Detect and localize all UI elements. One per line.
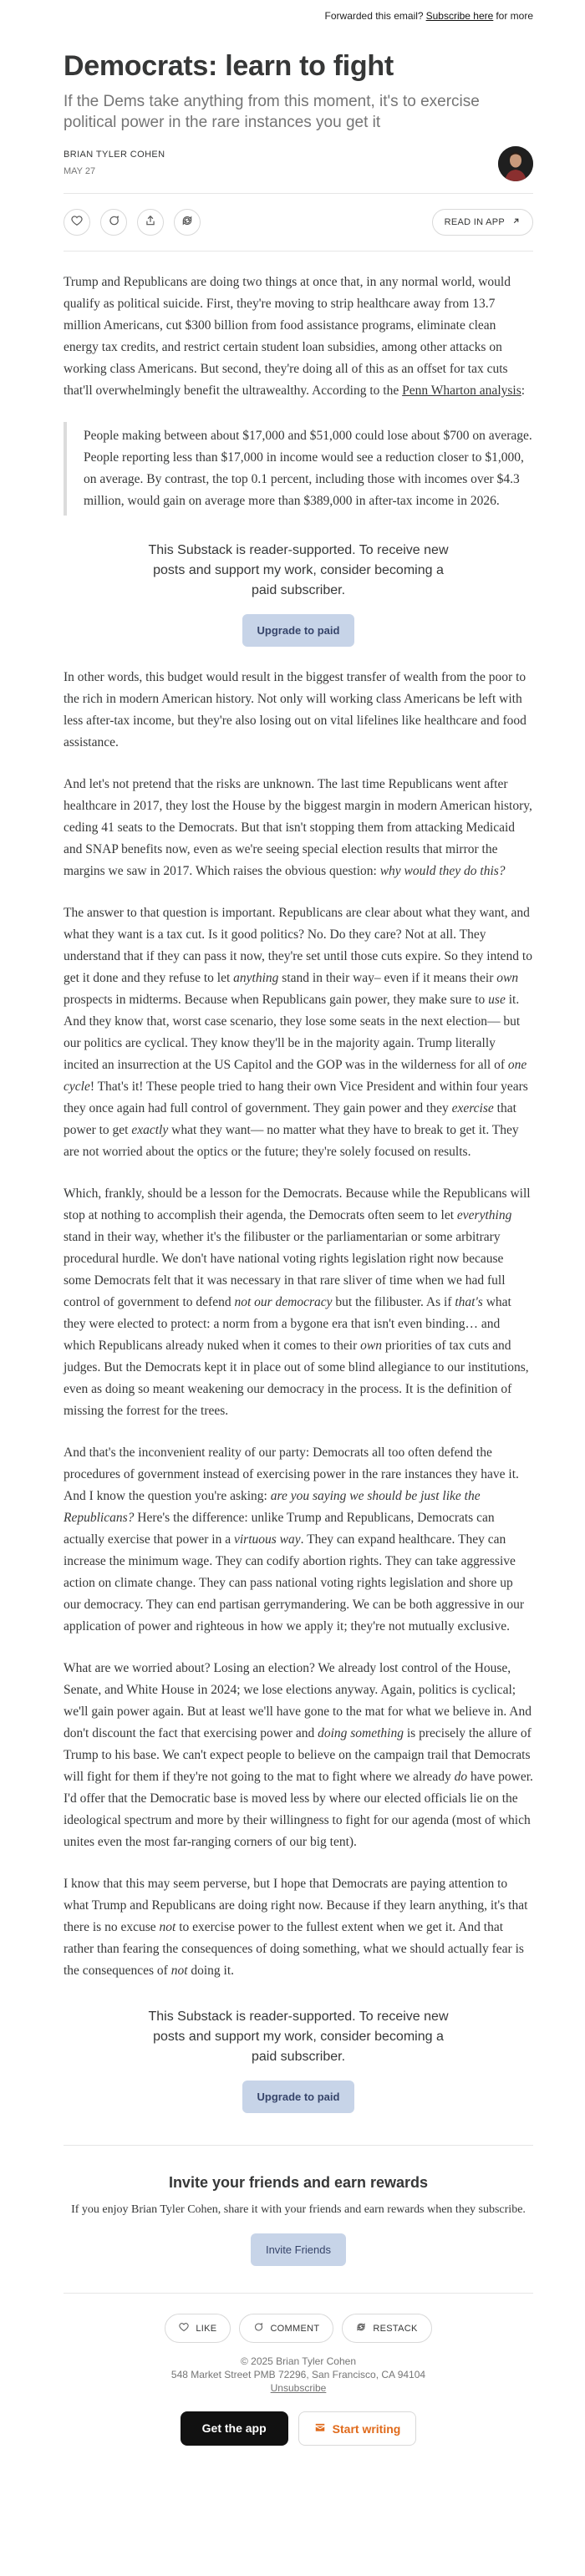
- forward-suffix: for more: [496, 10, 533, 22]
- unsubscribe-link[interactable]: Unsubscribe: [270, 2382, 327, 2394]
- heart-icon: [71, 215, 83, 231]
- comment-icon: [253, 2322, 263, 2335]
- heart-icon: [179, 2322, 189, 2335]
- forward-prefix: Forwarded this email?: [324, 10, 424, 22]
- upgrade-to-paid-button-bottom[interactable]: Upgrade to paid: [242, 2081, 355, 2113]
- cta-text: This Substack is reader-supported. To receive new posts and support my work, consider becoming a paid subscriber.: [148, 543, 449, 597]
- comment-icon: [108, 215, 120, 231]
- pen-icon: [314, 2421, 326, 2436]
- action-bar: [64, 206, 533, 239]
- avatar[interactable]: [498, 146, 533, 181]
- blockquote: [64, 422, 533, 516]
- footer-restack-button[interactable]: [342, 2314, 431, 2343]
- address: 548 Market Street PMB 72296, San Francisco, CA 94104: [170, 2369, 426, 2380]
- cta-text-bottom: This Substack is reader-supported. To receive new posts and support my work, consider becoming a paid subscriber.: [148, 2009, 449, 2064]
- upgrade-to-paid-button[interactable]: Upgrade to paid: [242, 614, 355, 647]
- footer-divider: [64, 2293, 533, 2294]
- restack-button[interactable]: [174, 209, 201, 236]
- invite-friends-button[interactable]: Invite Friends: [251, 2233, 346, 2266]
- read-in-app-label: READ IN APP: [444, 217, 505, 227]
- post-title[interactable]: Democrats: learn to fight: [64, 50, 394, 82]
- comment-button[interactable]: [100, 209, 127, 236]
- footer-like-button[interactable]: [165, 2314, 231, 2343]
- post-body: [64, 272, 533, 2133]
- paragraph-6: And that's the inconvenient reality of our party: Democrats all too often defend the procedures of government instead of exercising power in the rare instances they have it. And I know the question you're asking: are you saying we should be just like the Republicans? Here's the difference: unlike Trump and Republicans, Democrats can actually exercise that power in a virtuous way. They can expand healthcare. They can increase the minimum wage. They can codify abortion rights. They can take aggressive action on climate change. They can pass national voting rights legislation and shore up our democracy. They can end partisan gerrymandering. We can be both aggressive in our application of power and righteous in how we apply it; they're not mutually exclusive.: [64, 1446, 525, 1633]
- paragraph-4: The answer to that question is important. Republicans are clear about what they want, and what they want is a tax cut. Is it good politics? No. Do they care? Not at all. They understand that if they can pass it now, they're set until those cuts expire. So they intend to get it done and they refuse to let anything stand in their way– even if it means their own prospects in midterms. Because when Republicans gain power, they make sure to use it. And they know that, worst case scenario, they lose some seats in the next election— but our politics are cyclical. They know they'll be in the majority again. Trump literally incited an insurrection at the US Capitol and the GOP was in the wilderness for all of one cycle! That's it! These people tried to hang their own Vice President and within four years they once again had full control of government. They gain power and they exercise that power to get exactly what they want— no matter what they have to break to get it. They are not worried about the optics or the future; they're solely focused on results.: [64, 906, 532, 1159]
- invite-title: Invite your friends and earn rewards: [168, 2174, 429, 2191]
- restack-icon: [356, 2322, 366, 2335]
- arrow-up-right-icon: [511, 216, 521, 228]
- invite-divider: [64, 2145, 533, 2146]
- start-writing-label: Start writing: [332, 2421, 401, 2436]
- subscribe-link[interactable]: Subscribe here: [425, 10, 494, 22]
- legal-info: [64, 2351, 533, 2403]
- subscribe-cta-bottom: [64, 2002, 533, 2133]
- restack-label: RESTACK: [373, 2323, 418, 2334]
- invite-description: If you enjoy Brian Tyler Cohen, share it with your friends and earn rewards when they subscribe.: [71, 2203, 526, 2216]
- like-button[interactable]: [64, 209, 90, 236]
- restack-icon: [181, 215, 193, 231]
- get-the-app-button[interactable]: Get the app: [181, 2411, 288, 2446]
- author-name[interactable]: BRIAN TYLER COHEN: [64, 150, 165, 160]
- copyright: © 2025 Brian Tyler Cohen: [240, 2355, 357, 2367]
- paragraph-2: In other words, this budget would result in the biggest transfer of wealth from the poor to the rich in modern American history. Not only will working class Americans be left with less after-tax income, but they're also losing out on vital lifelines like healthcare and food assistance.: [64, 670, 526, 749]
- action-divider: [64, 251, 533, 252]
- invite-section: [64, 2157, 533, 2281]
- blockquote-text: People making between about $17,000 and $51,000 could lose about $700 on average. People reporting less than $17,000 in income would see a reduction closer to $1,000, on average. By contrast, the top 0.1 percent, including those with incomes over $4.3 million, would gain on average more than $389,000 in after-tax income in 2026.: [84, 429, 532, 508]
- start-writing-button[interactable]: [298, 2411, 417, 2446]
- penn-wharton-link[interactable]: Penn Wharton analysis: [402, 384, 521, 398]
- app-buttons: [64, 2403, 533, 2452]
- subscribe-cta-top: [64, 536, 533, 667]
- footer-actions: [64, 2305, 533, 2351]
- paragraph-1: Trump and Republicans are doing two things at once that, in any normal world, would qualify as political suicide. First, they're moving to strip healthcare away from 13.7 million Americans, cut $300 billion from food assistance programs, eliminate clean energy tax credits, and restrict certain student loan subsidies, among other attacks on working class Americans. But second, they're doing all of this as an offset for tax cuts that'll overwhelmingly benefit the ultrawealthy. According to the Penn Wharton analysis:: [64, 275, 526, 398]
- paragraph-3: And let's not pretend that the risks are unknown. The last time Republicans went after healthcare in 2017, they lost the House by the biggest margin in modern American history, ceding 41 seats to the Democrats. But that isn't stopping them from attacking Medicaid and SNAP benefits now, even as we're seeing special election results that mirror the margins we saw in 2017. Which raises the obvious question: why would they do this?: [64, 777, 532, 878]
- share-icon: [145, 215, 156, 231]
- paragraph-7: What are we worried about? Losing an election? We already lost control of the House, Senate, and White House in 2024; we lose elections anyway. Again, politics is cyclical; we'll gain power again. But at least we'll have gone to the mat for what we believe in. And don't discount the fact that exercising power and doing something is precisely the allure of Trump to his base. We can't expect people to believe on the campaign trail that Democrats will fight for them if they're not going to the mat to fight where we already do have power. I'd offer that the Democratic base is moved less by where our elected officials lie on the ideological spectrum and more by their willingness to fight for our agenda (most of which unites even the most far-ranging corners of our big tent).: [64, 1661, 533, 1849]
- paragraph-5: Which, frankly, should be a lesson for the Democrats. Because while the Republicans will stop at nothing to accomplish their agenda, the Democrats often seem to let everything stand in their way, whether it's the filibuster or the parliamentarian or some arbitrary procedural hurdle. We don't have national voting rights legislation right now because some Democrats felt that it was necessary in that rare sliver of time when we had full control of government to defend not our democracy but the filibuster. As if that's what they were elected to protect: a norm from a bygone era that isn't even binding… and which Republicans already nuked when it comes to their own priorities of tax cuts and judges. But the Democrats kept it in place out of some blind allegiance to our institutions, even as doing so meant weakening our democracy in the process. It is the definition of missing the forrest for the trees.: [64, 1186, 531, 1418]
- like-label: LIKE: [196, 2323, 217, 2334]
- paragraph-8: I know that this may seem perverse, but I hope that Democrats are paying attention to what Trump and Republicans are doing right now. Because if they learn anything, it's that there is no excuse not to exercise power to the fullest extent when we get it. And that rather than fearing the consequences of doing something, what we should actually fear is the consequences of not doing it.: [64, 1877, 528, 1978]
- post-date: MAY 27: [64, 166, 96, 176]
- post-subtitle: If the Dems take anything from this moment, it's to exercise political power in the rare instances you get it: [64, 93, 480, 131]
- footer-comment-button[interactable]: [239, 2314, 333, 2343]
- comment-label: COMMENT: [270, 2323, 320, 2334]
- read-in-app-button[interactable]: [432, 209, 533, 236]
- header-divider: [64, 193, 533, 194]
- share-button[interactable]: [137, 209, 164, 236]
- forward-bar: [0, 0, 585, 32]
- byline: [64, 146, 533, 181]
